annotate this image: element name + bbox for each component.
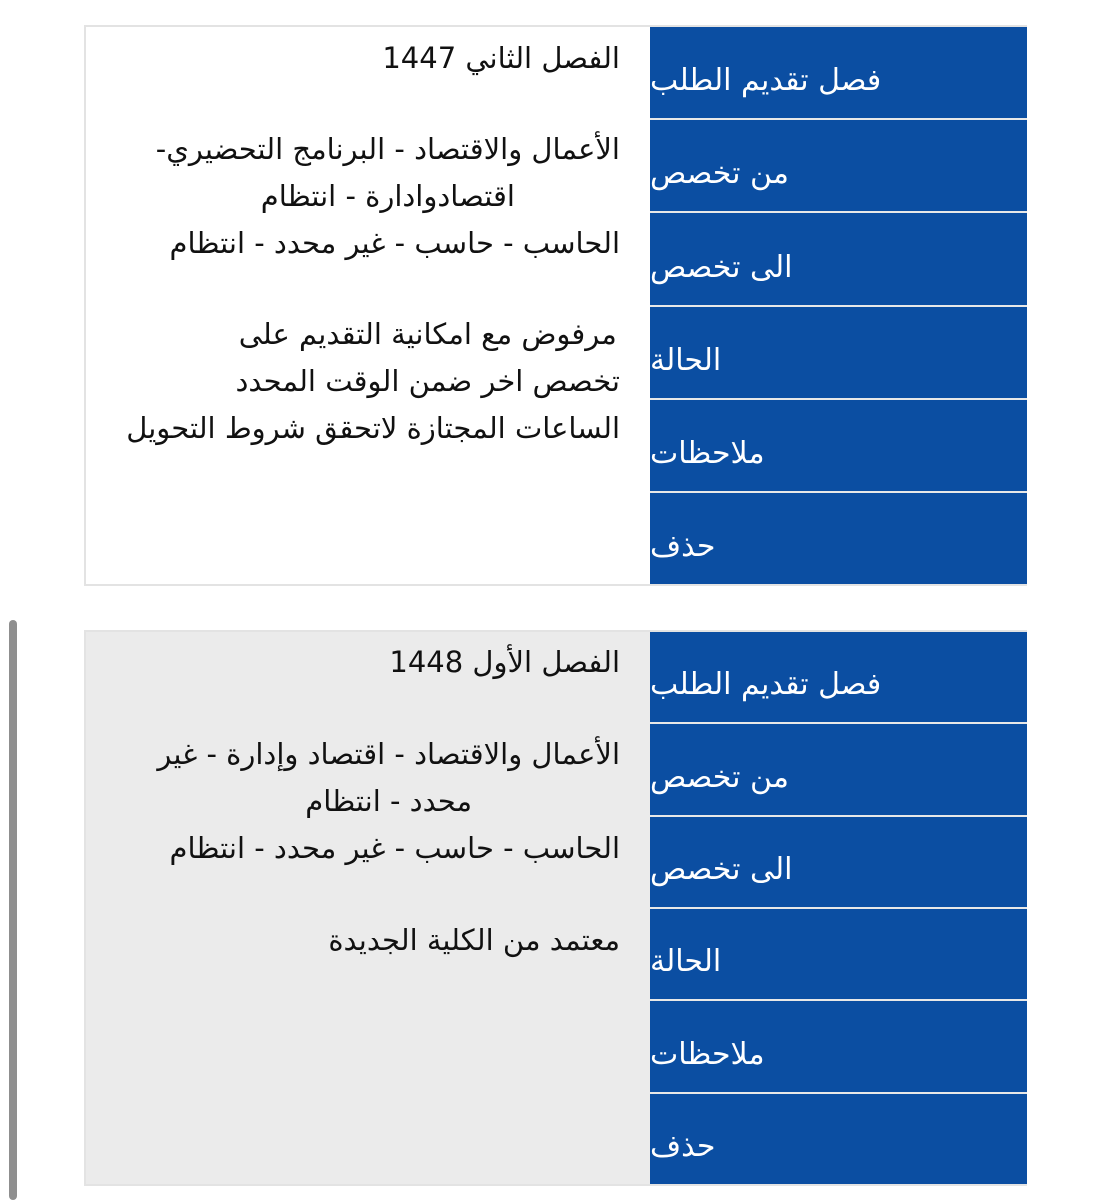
application-1-values <box>86 27 650 584</box>
status-line-1: مرفوض مع امكانية التقديم على <box>238 317 617 351</box>
application-2-labels <box>650 632 1027 1184</box>
scrollbar[interactable] <box>9 620 17 1200</box>
notes-label: ملاحظات <box>650 1001 1027 1093</box>
application-2-values <box>86 632 650 1184</box>
semester-value: الفصل الثاني 1447 <box>382 41 620 75</box>
to-major-label: الى تخصص <box>650 817 1027 909</box>
from-major-label: من تخصص <box>650 724 1027 816</box>
application-card-1 <box>84 25 1027 586</box>
application-1-labels <box>650 27 1027 584</box>
from-major-value <box>157 731 620 825</box>
from-major-label: من تخصص <box>650 120 1027 213</box>
semester-value: الفصل الأول 1448 <box>389 645 620 679</box>
status-line-2: تخصص اخر ضمن الوقت المحدد <box>235 364 620 398</box>
to-major-value: الحاسب - حاسب - غير محدد - انتظام <box>169 226 620 260</box>
status-value: معتمد من الكلية الجديدة <box>328 923 620 957</box>
notes-value: الساعات المجتازة لاتحقق شروط التحويل <box>126 411 620 445</box>
from-major-line-2: محدد - انتظام <box>305 784 473 818</box>
from-major-line-2: اقتصادوادارة - انتظام <box>260 179 515 213</box>
notes-label: ملاحظات <box>650 400 1027 493</box>
application-card-2 <box>84 630 1027 1186</box>
status-value <box>235 311 620 405</box>
delete-button[interactable]: حذف <box>650 1128 716 1164</box>
status-label: الحالة <box>650 909 1027 1001</box>
from-major-value <box>156 126 620 220</box>
to-major-label: الى تخصص <box>650 213 1027 306</box>
delete-button[interactable]: حذف <box>650 529 716 565</box>
semester-label: فصل تقديم الطلب <box>650 632 1027 724</box>
semester-label: فصل تقديم الطلب <box>650 27 1027 120</box>
from-major-line-1: الأعمال والاقتصاد - اقتصاد وإدارة - غير <box>157 737 620 771</box>
status-label: الحالة <box>650 307 1027 400</box>
to-major-value: الحاسب - حاسب - غير محدد - انتظام <box>169 831 620 865</box>
from-major-line-1: الأعمال والاقتصاد - البرنامج التحضيري- <box>155 132 620 166</box>
